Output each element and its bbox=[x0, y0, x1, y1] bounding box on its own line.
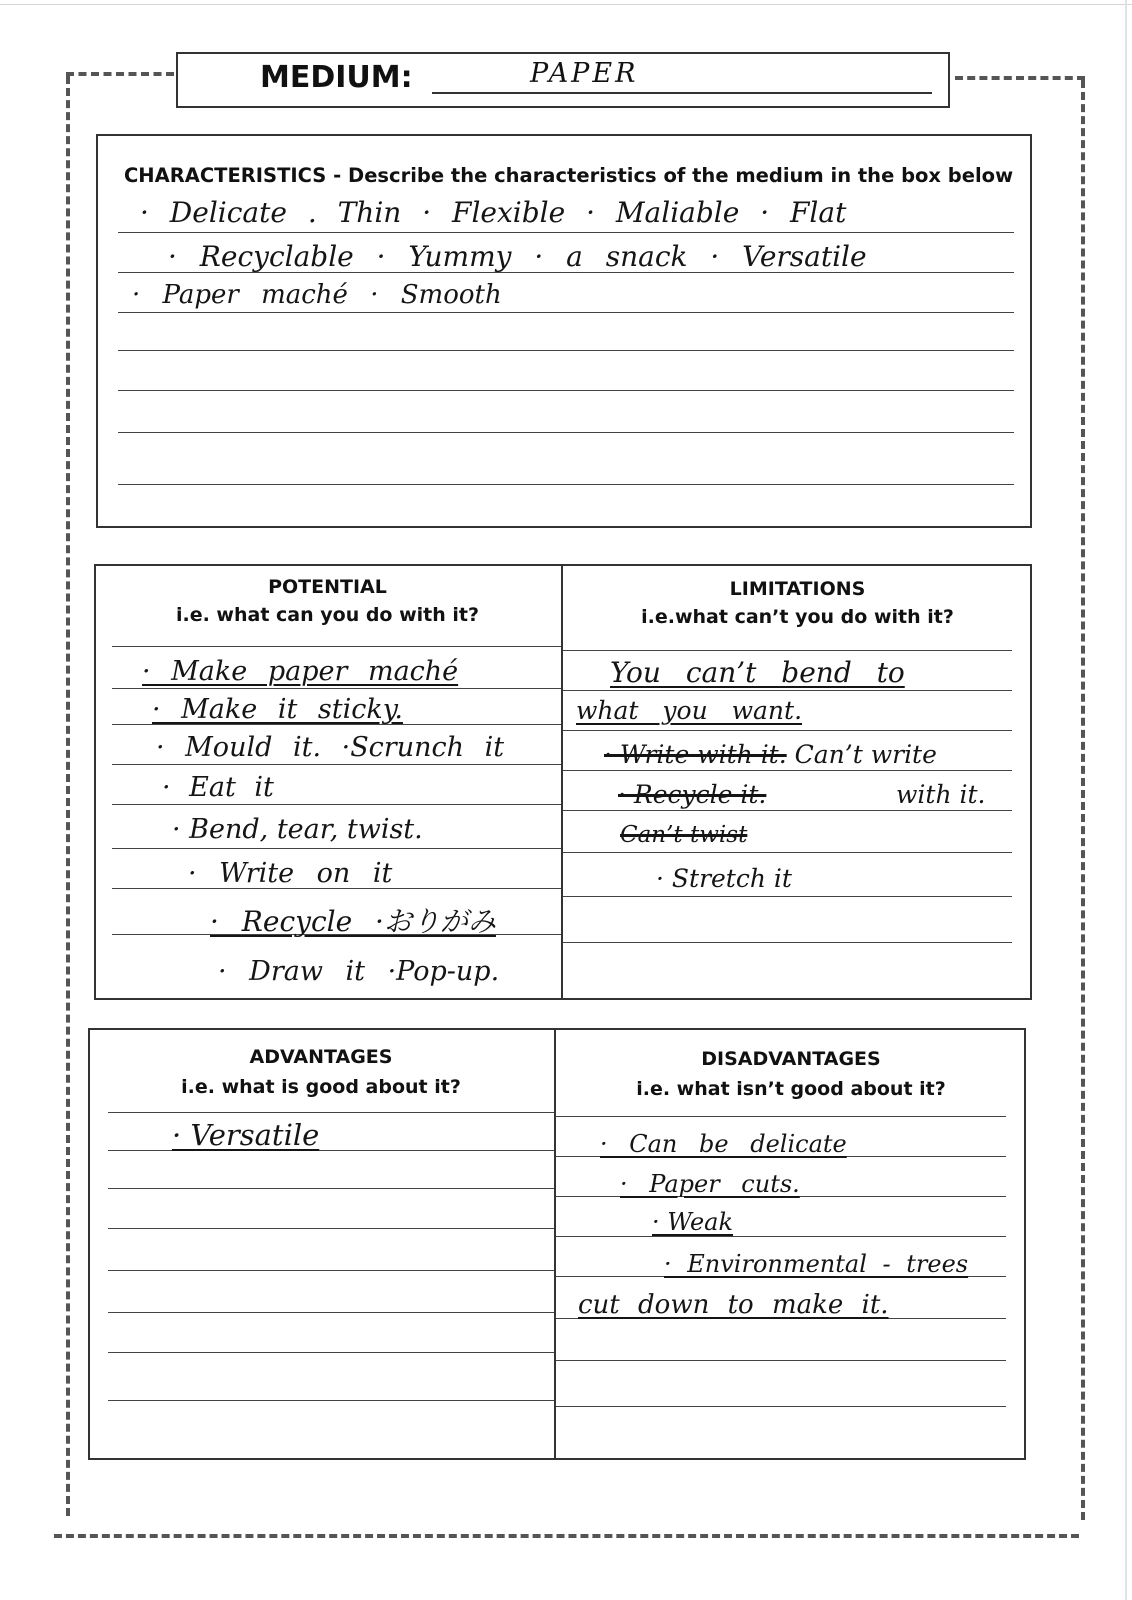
characteristics-rule bbox=[118, 432, 1014, 433]
disadvantages-item: · Weak bbox=[652, 1208, 734, 1236]
limitations-rule bbox=[563, 690, 1012, 691]
potential-item: · Bend, tear, twist. bbox=[172, 814, 423, 845]
advantages-rule bbox=[108, 1112, 554, 1113]
disadvantages-item: · Environmental - trees bbox=[664, 1250, 969, 1278]
potential-item: · Make it sticky. bbox=[152, 694, 403, 725]
limitations-rule bbox=[563, 770, 1012, 771]
limitations-struck-line: Can’t twist bbox=[620, 822, 748, 848]
potential-item: · Recycle ·おりがみ bbox=[210, 905, 496, 938]
characteristics-rule bbox=[118, 312, 1014, 313]
advantages-rule bbox=[108, 1188, 554, 1189]
perforation-bottom bbox=[54, 1534, 1079, 1538]
potential-rule bbox=[112, 688, 561, 689]
disadvantages-rule bbox=[556, 1406, 1006, 1407]
potential-item: · Write on it bbox=[188, 858, 393, 889]
limitations-text: Can’t write bbox=[794, 740, 937, 769]
characteristics-line: · Recyclable · Yummy · a snack · Versatile bbox=[168, 240, 867, 273]
advantages-rule bbox=[108, 1312, 554, 1313]
disadvantages-subtitle: i.e. what isn’t good about it? bbox=[636, 1078, 946, 1100]
potential-item: · Draw it ·Pop-up. bbox=[218, 956, 500, 987]
perforation-top-right bbox=[955, 76, 1085, 80]
advantages-item: · Versatile bbox=[172, 1118, 320, 1152]
potential-subtitle: i.e. what can you do with it? bbox=[175, 604, 480, 626]
perforation-left bbox=[66, 76, 70, 1516]
potential-title: POTENTIAL bbox=[268, 576, 387, 598]
limitations-rule bbox=[563, 896, 1012, 897]
medium-answer-line bbox=[432, 92, 932, 94]
characteristics-line: · Delicate . Thin · Flexible · Maliable · Flat bbox=[140, 196, 847, 229]
disadvantages-title: DISADVANTAGES bbox=[701, 1048, 881, 1070]
limitations-rule bbox=[563, 650, 1012, 651]
perforation-top-left bbox=[66, 72, 174, 76]
disadvantages-item: · Paper cuts. bbox=[620, 1170, 800, 1198]
limitations-line bbox=[604, 740, 937, 769]
limitations-struck-line: · Recycle it. bbox=[618, 780, 767, 809]
potential-rule bbox=[112, 804, 561, 805]
medium-label: MEDIUM: bbox=[260, 60, 413, 95]
potential-limitations-divider bbox=[561, 564, 563, 1000]
limitations-rule bbox=[563, 810, 1012, 811]
disadvantages-rule bbox=[556, 1116, 1006, 1117]
potential-item: · Eat it bbox=[162, 772, 274, 803]
page-top-edge bbox=[0, 0, 1132, 5]
medium-value: PAPER bbox=[530, 58, 639, 89]
characteristics-rule bbox=[118, 232, 1014, 233]
limitations-line: what you want. bbox=[576, 696, 803, 725]
characteristics-rule bbox=[118, 350, 1014, 351]
page-right-edge bbox=[1125, 0, 1127, 1600]
disadvantages-rule bbox=[556, 1360, 1006, 1361]
limitations-rule bbox=[563, 852, 1012, 853]
advantages-rule bbox=[108, 1400, 554, 1401]
disadvantages-item: cut down to make it. bbox=[578, 1290, 889, 1320]
limitations-line: with it. bbox=[896, 780, 986, 809]
characteristics-line: · Paper maché · Smooth bbox=[132, 280, 502, 310]
disadvantages-item: · Can be delicate bbox=[600, 1130, 847, 1158]
limitations-rule bbox=[563, 942, 1012, 943]
limitations-struck-text: · Write with it. bbox=[604, 740, 787, 769]
limitations-rule bbox=[563, 730, 1012, 731]
characteristics-rule bbox=[118, 484, 1014, 485]
characteristics-rule bbox=[118, 390, 1014, 391]
disadvantages-rule bbox=[556, 1236, 1006, 1237]
advantages-rule bbox=[108, 1228, 554, 1229]
limitations-line: · Stretch it bbox=[656, 864, 792, 893]
perforation-right bbox=[1081, 80, 1085, 1520]
potential-rule bbox=[112, 764, 561, 765]
potential-item: · Make paper maché bbox=[142, 656, 459, 687]
potential-rule bbox=[112, 646, 561, 647]
advantages-title: ADVANTAGES bbox=[249, 1046, 393, 1068]
potential-rule bbox=[112, 848, 561, 849]
limitations-title: LIMITATIONS bbox=[729, 578, 866, 600]
advantages-subtitle: i.e. what is good about it? bbox=[181, 1076, 461, 1098]
potential-item: · Mould it. ·Scrunch it bbox=[156, 732, 505, 763]
limitations-subtitle: i.e.what can’t you do with it? bbox=[641, 606, 954, 628]
limitations-line: You can’t bend to bbox=[610, 656, 905, 689]
advantages-rule bbox=[108, 1352, 554, 1353]
characteristics-heading: CHARACTERISTICS - Describe the characteristics of the medium in the box below bbox=[124, 164, 1014, 187]
advantages-rule bbox=[108, 1270, 554, 1271]
characteristics-box bbox=[96, 134, 1032, 528]
